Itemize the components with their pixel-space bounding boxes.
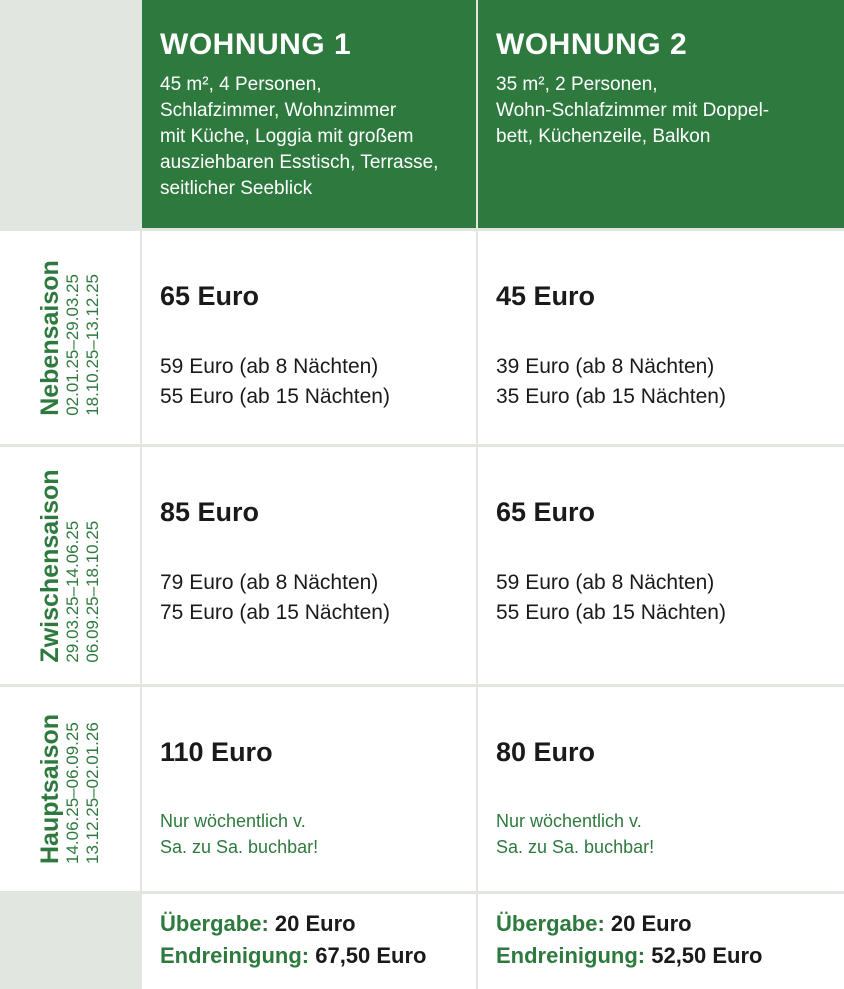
- price-main: 45 Euro: [496, 281, 596, 311]
- price-cell: [478, 444, 844, 684]
- handover-value: 20 Euro: [610, 911, 692, 936]
- handover-label: Übergabe:: [496, 911, 605, 936]
- handover-fee: [496, 908, 828, 940]
- cleaning-fee: [160, 940, 458, 972]
- booking-note: Nur wöchentlich v. Sa. zu Sa. buchbar!: [160, 811, 319, 857]
- cleaning-label: Endreinigung:: [496, 943, 646, 968]
- price-cell: [142, 684, 476, 891]
- price-cell: [142, 444, 476, 684]
- price-discounts: 39 Euro (ab 8 Nächten) 35 Euro (ab 15 Nächten): [496, 355, 726, 408]
- season-dates: 29.03.25–14.06.25 06.09.25–18.10.25: [63, 520, 102, 663]
- cleaning-fee: [496, 940, 828, 972]
- price-main: 85 Euro: [160, 497, 260, 527]
- handover-fee: [160, 908, 458, 940]
- price-discounts: 59 Euro (ab 8 Nächten) 55 Euro (ab 15 Nächten): [160, 355, 390, 408]
- booking-note: Nur wöchentlich v. Sa. zu Sa. buchbar!: [496, 811, 655, 857]
- cleaning-value: 52,50 Euro: [651, 943, 763, 968]
- cleaning-value: 67,50 Euro: [315, 943, 427, 968]
- handover-value: 20 Euro: [274, 911, 356, 936]
- price-discounts: 79 Euro (ab 8 Nächten) 75 Euro (ab 15 Nächten): [160, 571, 390, 624]
- price-cell: [142, 228, 476, 444]
- season-dates: 02.01.25–29.03.25 18.10.25–13.12.25: [63, 273, 102, 416]
- apartment-2-description: 35 m², 2 Personen, Wohn-Schlafzimmer mit Doppel- bett, Küchenzeile, Balkon: [496, 74, 770, 147]
- apartment-2-header: [478, 0, 844, 228]
- price-cell: [478, 684, 844, 891]
- price-main: 110 Euro: [160, 737, 273, 767]
- apartment-1-header: [142, 0, 476, 228]
- cleaning-label: Endreinigung:: [160, 943, 310, 968]
- price-main: 65 Euro: [496, 497, 596, 527]
- price-main: 65 Euro: [160, 281, 260, 311]
- price-cell: [478, 228, 844, 444]
- handover-label: Übergabe:: [160, 911, 269, 936]
- season-name: Zwischensaison: [36, 468, 64, 663]
- apartment-1-description: 45 m², 4 Personen, Schlafzimmer, Wohnzimmer mit Küche, Loggia mit großem ausziehbaren Esstisch, Terrasse, seitlicher Seeblick: [160, 74, 439, 199]
- price-main: 80 Euro: [496, 737, 596, 767]
- price-discounts: 59 Euro (ab 8 Nächten) 55 Euro (ab 15 Nächten): [496, 571, 726, 624]
- apartment-2-title: WOHNUNG 2: [496, 28, 688, 61]
- season-name: Hauptsaison: [36, 713, 64, 865]
- season-label-zwischensaison: [0, 444, 140, 684]
- season-name: Nebensaison: [36, 259, 64, 416]
- season-label-hauptsaison: [0, 684, 140, 891]
- fees-corner: [0, 891, 140, 989]
- season-dates: 14.06.25–06.09.25 13.12.25–02.01.26: [63, 722, 102, 865]
- season-label-nebensaison: [0, 228, 140, 444]
- apartment-1-title: WOHNUNG 1: [160, 28, 352, 61]
- table-corner: [0, 0, 140, 228]
- fees-cell: [478, 891, 844, 989]
- fees-cell: [142, 891, 476, 989]
